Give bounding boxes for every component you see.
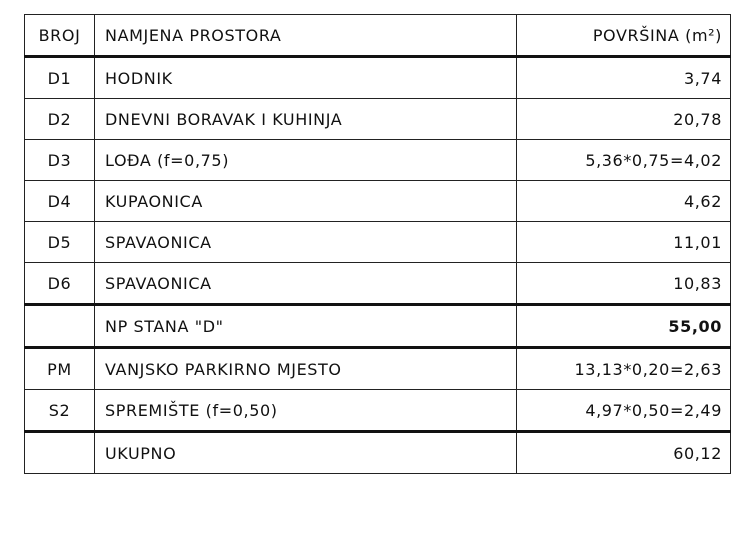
subtotal-row [25,305,731,348]
room-code: D6 [25,263,95,305]
room-code: D1 [25,57,95,99]
room-code: D3 [25,140,95,181]
table-row [25,390,731,432]
room-code: D4 [25,181,95,222]
table-row [25,263,731,305]
table-row [25,140,731,181]
room-area: 10,83 [517,263,731,305]
total-label: UKUPNO [95,432,517,474]
room-name: KUPAONICA [95,181,517,222]
total-code [25,432,95,474]
extra-name: SPREMIŠTE (f=0,50) [95,390,517,432]
extra-area: 13,13*0,20=2,63 [517,348,731,390]
room-name: SPAVAONICA [95,263,517,305]
subtotal-value: 55,00 [517,305,731,348]
table-header-row [25,15,731,57]
room-area: 20,78 [517,99,731,140]
subtotal-code [25,305,95,348]
subtotal-label: NP STANA "D" [95,305,517,348]
header-area: POVRŠINA (m²) [517,15,731,57]
room-name: HODNIK [95,57,517,99]
room-name: DNEVNI BORAVAK I KUHINJA [95,99,517,140]
table-row [25,57,731,99]
table-row [25,99,731,140]
room-area: 5,36*0,75=4,02 [517,140,731,181]
extra-area: 4,97*0,50=2,49 [517,390,731,432]
table-row [25,222,731,263]
room-area: 11,01 [517,222,731,263]
extra-code: PM [25,348,95,390]
table-row [25,181,731,222]
room-area-table [24,14,731,474]
header-name: NAMJENA PROSTORA [95,15,517,57]
extra-name: VANJSKO PARKIRNO MJESTO [95,348,517,390]
room-area: 3,74 [517,57,731,99]
room-name: SPAVAONICA [95,222,517,263]
room-code: D2 [25,99,95,140]
room-name: LOĐA (f=0,75) [95,140,517,181]
room-area: 4,62 [517,181,731,222]
header-code: BROJ [25,15,95,57]
table-row [25,348,731,390]
room-code: D5 [25,222,95,263]
extra-code: S2 [25,390,95,432]
total-row [25,432,731,474]
total-value: 60,12 [517,432,731,474]
